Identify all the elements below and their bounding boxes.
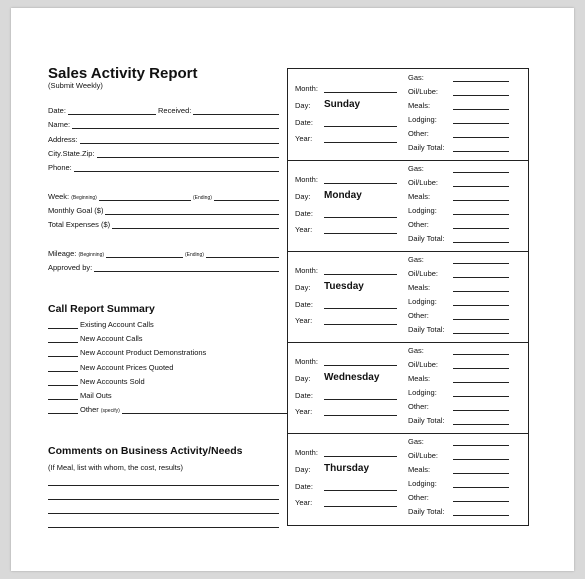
daily-total-input[interactable]	[453, 515, 509, 516]
other-input[interactable]	[453, 319, 509, 320]
report-sheet	[11, 8, 574, 571]
monthly-goal-field[interactable]: Monthly Goal ($)	[48, 206, 279, 215]
gas-input[interactable]	[453, 263, 509, 264]
day-block-thursday: Month: Day: Thursday Date: Year: Gas: Oil/Lube: Meals: Lodging: Other: Daily Total:	[288, 433, 528, 525]
total-expenses-field[interactable]: Total Expenses ($)	[48, 220, 279, 229]
lodging-input[interactable]	[453, 214, 509, 215]
gas-input[interactable]	[453, 81, 509, 82]
comment-line[interactable]	[48, 513, 279, 514]
report-title: Sales Activity Report	[48, 65, 198, 82]
gas-input[interactable]	[453, 354, 509, 355]
received-field[interactable]: Received:	[158, 106, 279, 115]
week-beginning-field[interactable]: Week: (Beginning)	[48, 192, 191, 201]
month-input[interactable]	[324, 365, 397, 366]
month-input[interactable]	[324, 183, 397, 184]
week-ending-field[interactable]: (Ending)	[193, 192, 279, 201]
lodging-input[interactable]	[453, 123, 509, 124]
year-input[interactable]	[324, 415, 397, 416]
month-input[interactable]	[324, 274, 397, 275]
call-report-item[interactable]: Mail Outs	[48, 391, 112, 400]
daily-total-input[interactable]	[453, 424, 509, 425]
year-input[interactable]	[324, 233, 397, 234]
comment-line[interactable]	[48, 485, 279, 486]
call-report-other[interactable]: Other (specify)	[48, 405, 288, 414]
name-field[interactable]: Name:	[48, 120, 279, 129]
oil-lube-input[interactable]	[453, 95, 509, 96]
gas-input[interactable]	[453, 172, 509, 173]
phone-field[interactable]: Phone:	[48, 163, 279, 172]
report-subtitle: (Submit Weekly)	[48, 81, 103, 90]
oil-lube-input[interactable]	[453, 459, 509, 460]
meals-input[interactable]	[453, 473, 509, 474]
call-report-item[interactable]: New Account Calls	[48, 334, 143, 343]
call-report-heading: Call Report Summary	[48, 303, 155, 315]
date-input[interactable]	[324, 490, 397, 491]
call-report-item[interactable]: Existing Account Calls	[48, 320, 154, 329]
gas-input[interactable]	[453, 445, 509, 446]
meals-input[interactable]	[453, 291, 509, 292]
call-report-item[interactable]: New Accounts Sold	[48, 377, 145, 386]
oil-lube-input[interactable]	[453, 186, 509, 187]
daily-total-input[interactable]	[453, 151, 509, 152]
day-block-sunday: Month: Day: Sunday Date: Year: Gas: Oil/Lube: Meals: Lodging: Other: Daily Total:	[288, 69, 528, 161]
date-input[interactable]	[324, 126, 397, 127]
comments-heading: Comments on Business Activity/Needs	[48, 445, 243, 457]
date-input[interactable]	[324, 399, 397, 400]
call-report-item[interactable]: New Account Prices Quoted	[48, 363, 173, 372]
meals-input[interactable]	[453, 200, 509, 201]
address-field[interactable]: Address:	[48, 135, 279, 144]
oil-lube-input[interactable]	[453, 277, 509, 278]
mileage-ending-field[interactable]: (Ending)	[185, 249, 279, 258]
city-state-zip-field[interactable]: City.State.Zip:	[48, 149, 279, 158]
date-input[interactable]	[324, 308, 397, 309]
mileage-beginning-field[interactable]: Mileage: (Beginning)	[48, 249, 183, 258]
approved-by-field[interactable]: Approved by:	[48, 263, 279, 272]
lodging-input[interactable]	[453, 396, 509, 397]
comment-line[interactable]	[48, 499, 279, 500]
month-input[interactable]	[324, 92, 397, 93]
meals-input[interactable]	[453, 382, 509, 383]
date-input[interactable]	[324, 217, 397, 218]
other-input[interactable]	[453, 137, 509, 138]
daily-expense-grid	[287, 68, 529, 526]
daily-total-input[interactable]	[453, 242, 509, 243]
oil-lube-input[interactable]	[453, 368, 509, 369]
other-input[interactable]	[453, 410, 509, 411]
meals-input[interactable]	[453, 109, 509, 110]
day-block-tuesday: Month: Day: Tuesday Date: Year: Gas: Oil/Lube: Meals: Lodging: Other: Daily Total:	[288, 251, 528, 343]
daily-total-input[interactable]	[453, 333, 509, 334]
comment-line[interactable]	[48, 527, 279, 528]
month-input[interactable]	[324, 456, 397, 457]
call-report-item[interactable]: New Account Product Demonstrations	[48, 348, 206, 357]
day-block-wednesday: Month: Day: Wednesday Date: Year: Gas: Oil/Lube: Meals: Lodging: Other: Daily Total:	[288, 342, 528, 434]
year-input[interactable]	[324, 506, 397, 507]
year-input[interactable]	[324, 142, 397, 143]
other-input[interactable]	[453, 228, 509, 229]
lodging-input[interactable]	[453, 487, 509, 488]
comments-note: (If Meal, list with whom, the cost, results)	[48, 463, 184, 472]
lodging-input[interactable]	[453, 305, 509, 306]
other-input[interactable]	[453, 501, 509, 502]
year-input[interactable]	[324, 324, 397, 325]
day-block-monday: Month: Day: Monday Date: Year: Gas: Oil/Lube: Meals: Lodging: Other: Daily Total:	[288, 160, 528, 252]
date-field[interactable]: Date:	[48, 106, 156, 115]
